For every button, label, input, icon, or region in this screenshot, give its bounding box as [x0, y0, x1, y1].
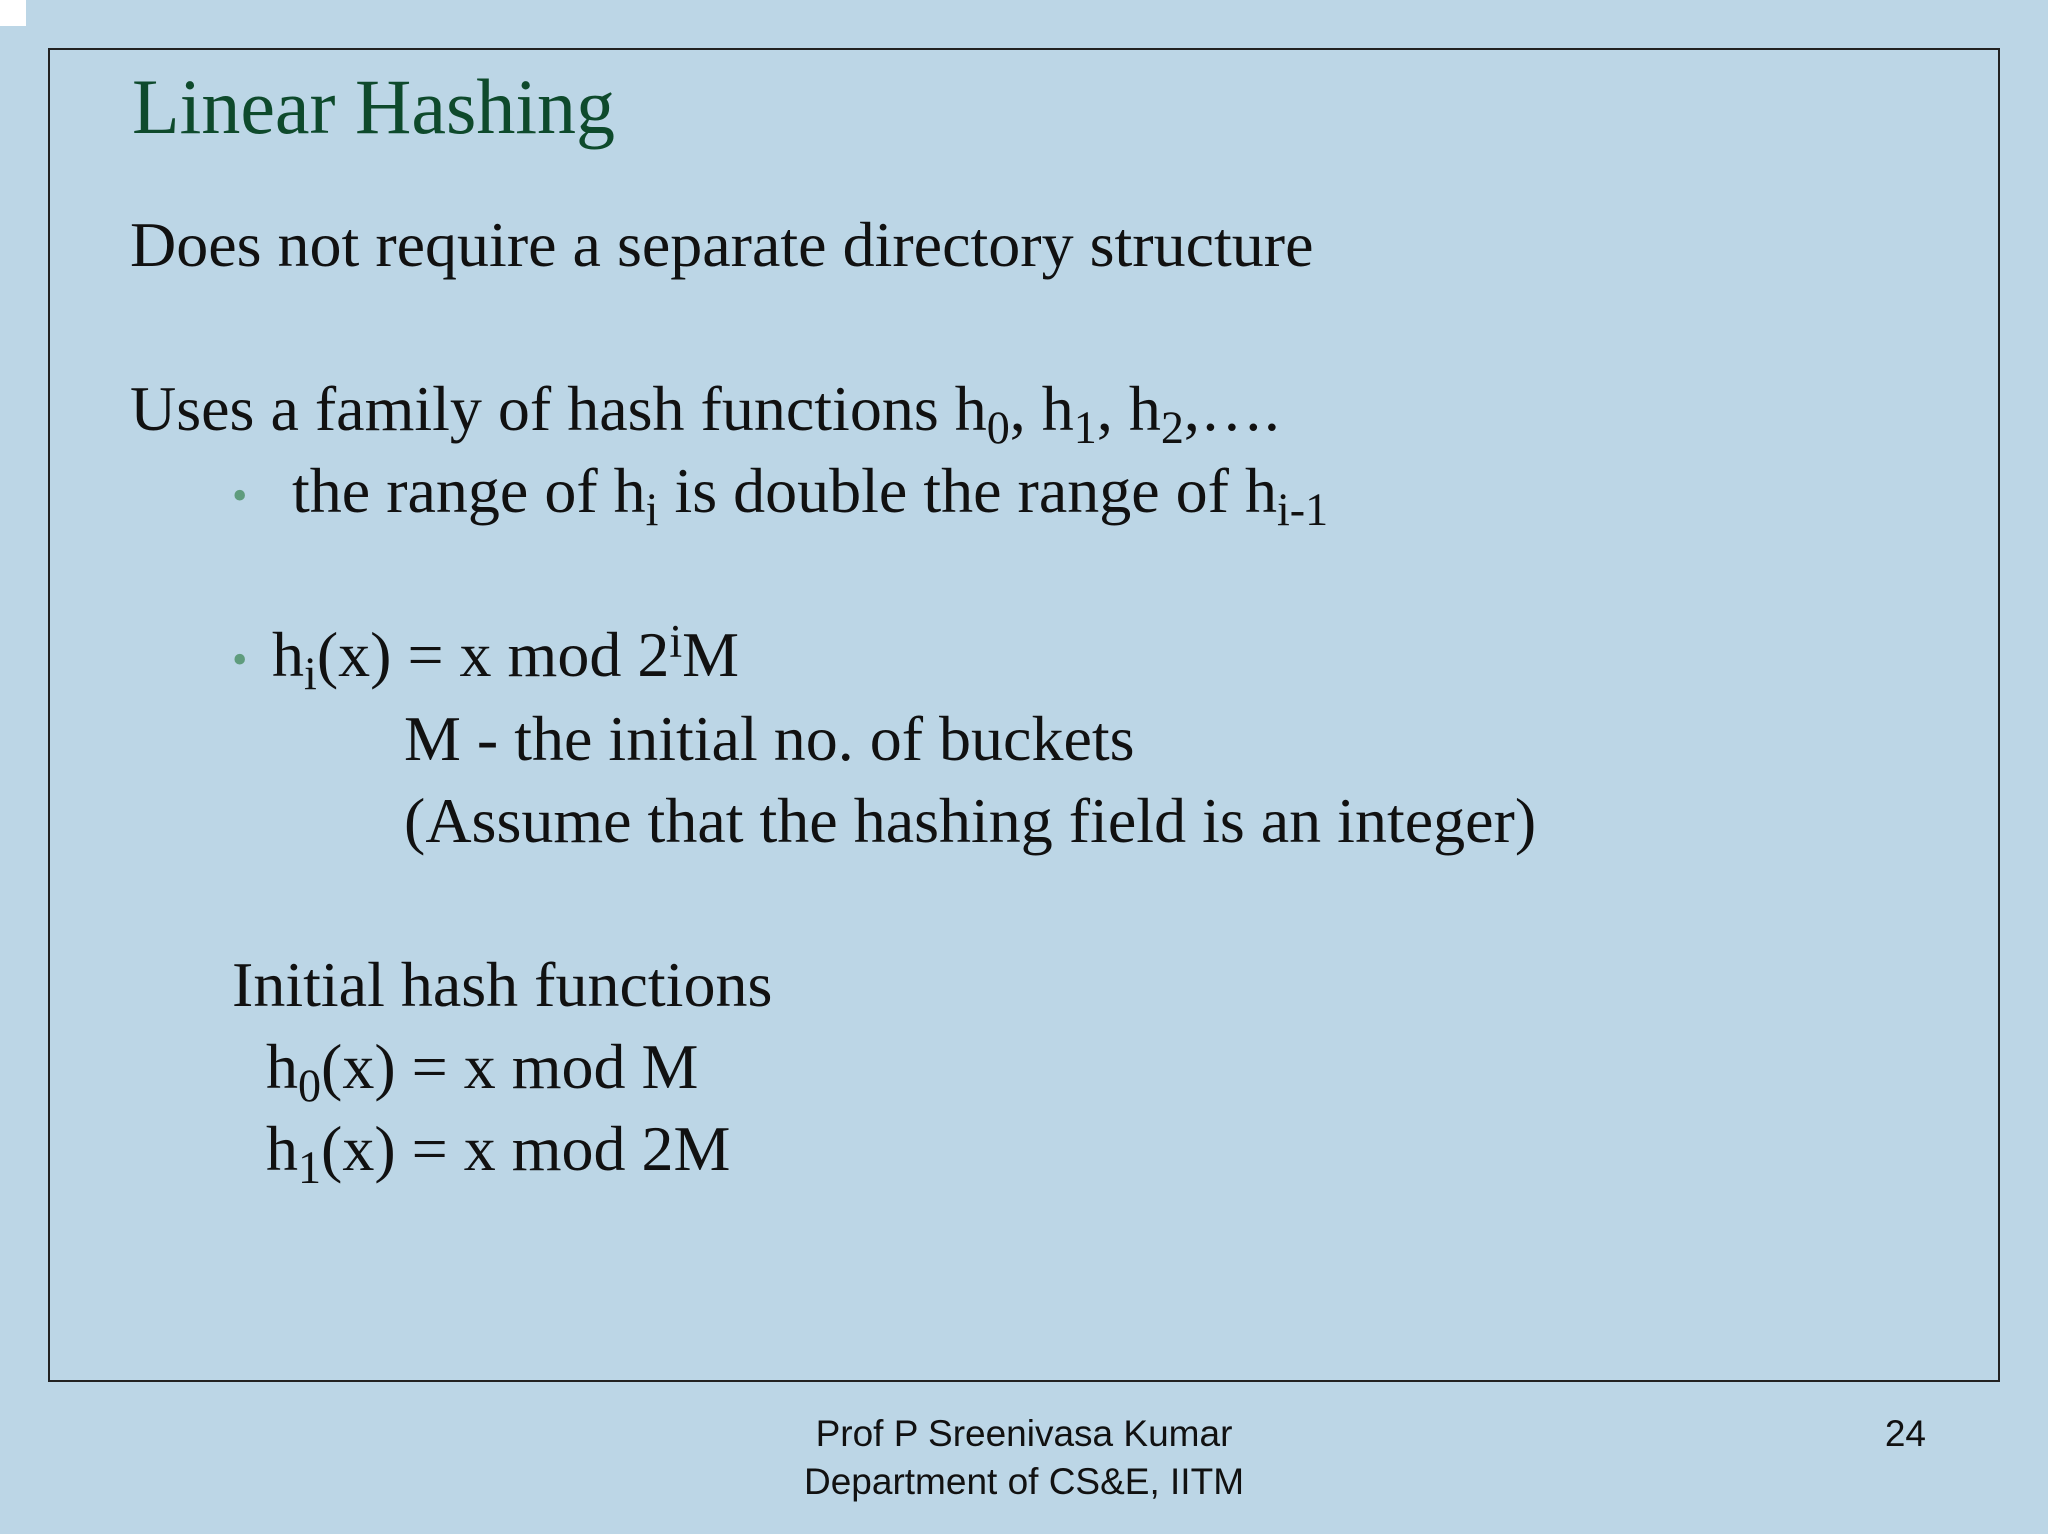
initial-hash-heading: Initial hash functions	[232, 949, 773, 1020]
h0-h: h	[266, 1031, 298, 1102]
sep-1: , h	[1009, 373, 1074, 444]
formula-m: M	[682, 619, 740, 690]
line-hash-family	[130, 373, 1280, 453]
bullet-hi-formula	[272, 615, 740, 699]
sub-i: i	[645, 483, 659, 535]
ellipsis: ,….	[1183, 373, 1280, 444]
sub-1: 1	[1073, 401, 1097, 453]
formula-sub-i: i	[304, 647, 317, 699]
bullet-dot-2: •	[232, 635, 248, 684]
corner-mark	[0, 0, 26, 26]
sub-2: 2	[1160, 401, 1184, 453]
sub-i-minus-1: i-1	[1276, 483, 1329, 535]
footer-department: Department of CS&E, IITM	[803, 1461, 1245, 1503]
line-no-directory: Does not require a separate directory structure	[130, 209, 1314, 280]
bullet-dot-1: •	[232, 471, 248, 520]
h0-formula	[266, 1031, 699, 1111]
footer-author: Prof P Sreenivasa Kumar	[815, 1413, 1233, 1454]
h1-rest: (x) = x mod 2M	[321, 1113, 731, 1184]
h1-formula	[266, 1113, 731, 1193]
h0-sub: 0	[298, 1059, 322, 1111]
line-integer-assumption: (Assume that the hashing field is an integer)	[404, 785, 1537, 856]
page-number: 24	[1884, 1413, 1926, 1454]
formula-mid: (x) = x mod 2	[316, 619, 670, 690]
formula-sup-i: i	[669, 615, 683, 667]
h1-sub: 1	[298, 1141, 322, 1193]
footer-credit	[0, 1410, 2048, 1506]
h1-h: h	[266, 1113, 298, 1184]
line-initial-buckets: M - the initial no. of buckets	[404, 703, 1135, 774]
slide-title: Linear Hashing	[132, 63, 616, 150]
sub-0: 0	[986, 401, 1010, 453]
h0-rest: (x) = x mod M	[321, 1031, 699, 1102]
range-text-a: the range of h	[292, 455, 646, 526]
sep-2: , h	[1096, 373, 1161, 444]
hash-family-text: Uses a family of hash functions h	[130, 373, 987, 444]
range-text-b: is double the range of h	[658, 455, 1277, 526]
bullet-range-doubling	[292, 455, 1329, 535]
formula-h: h	[272, 619, 304, 690]
